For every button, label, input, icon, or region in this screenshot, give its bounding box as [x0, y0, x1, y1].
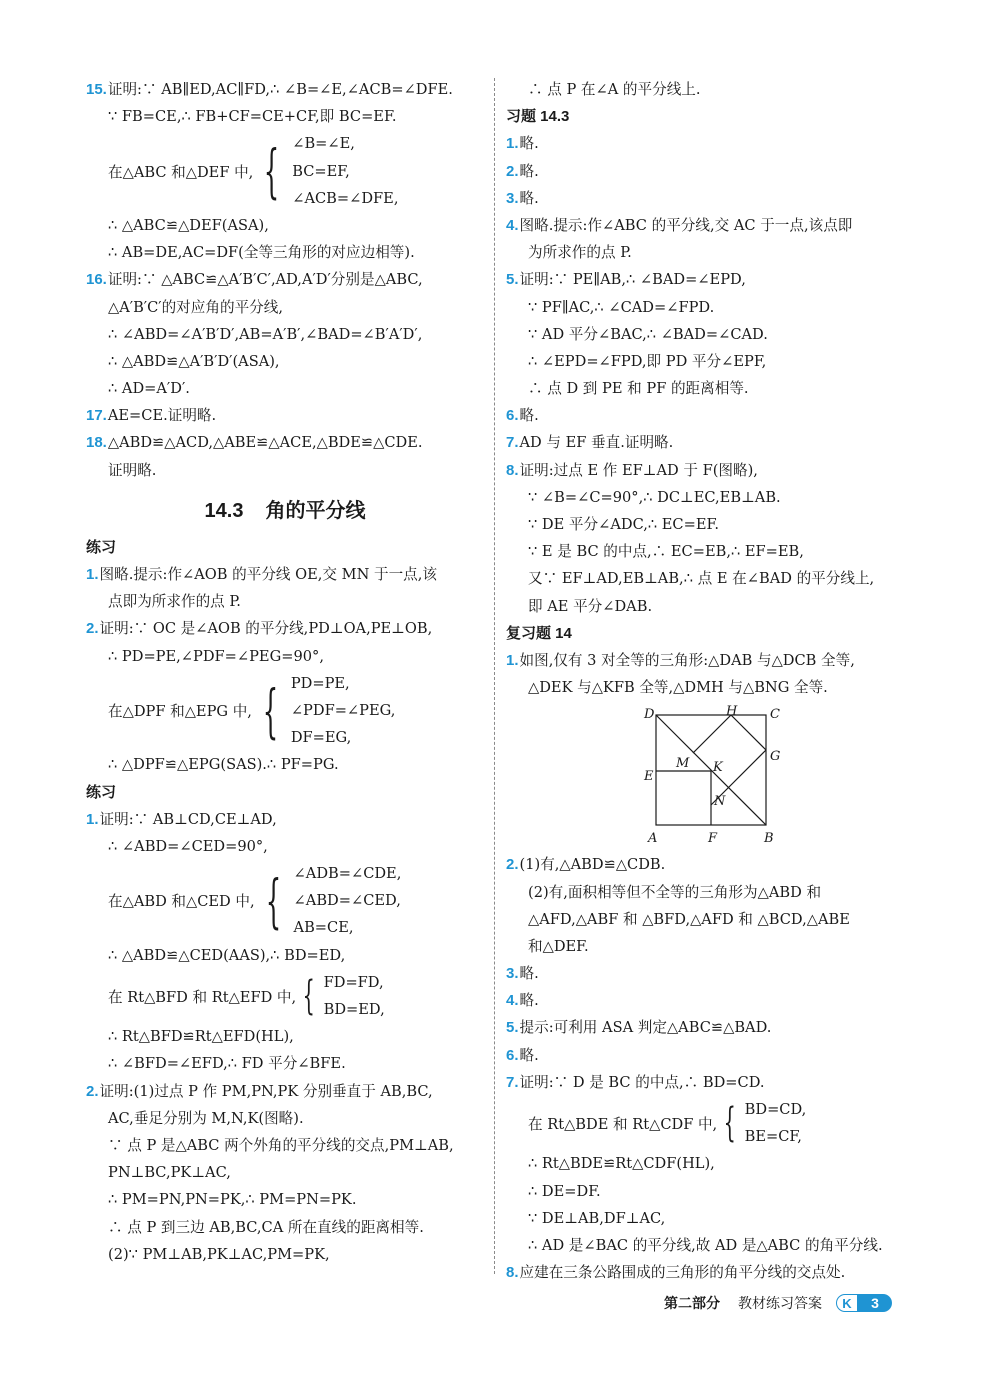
- exercise-heading: 练习: [86, 538, 117, 556]
- right-column: [506, 76, 910, 1286]
- problem-number: 2.: [506, 856, 519, 874]
- problem-number: 4.: [506, 216, 519, 234]
- ex1-q2-line1: [86, 615, 484, 642]
- xt-q6: [506, 402, 910, 429]
- k-logo-icon: K: [836, 1294, 858, 1312]
- label-k: K: [713, 760, 723, 776]
- p15-line3: ∴ △ABC≌△DEF(ASA),: [108, 216, 269, 234]
- system-row: ∠ADB=∠CDE,: [293, 865, 402, 883]
- fx-q1-line1: [506, 647, 910, 674]
- ex2-q2-line4: PN⊥BC,PK⊥AC,: [108, 1164, 231, 1182]
- text: 应建在三条公路围成的三角形的角平分线的交点处.: [519, 1264, 846, 1282]
- xt-q3: [506, 185, 910, 212]
- fx-q2-line3: △AFD,△ABF 和 △BFD,△AFD 和 △BCD,△ABE: [528, 910, 850, 928]
- ex1-q1-line1: [86, 561, 484, 588]
- ex2-q1-system: [86, 860, 484, 942]
- fx-q7-line2: ∴ Rt△BDE≌Rt△CDF(HL),: [528, 1155, 715, 1173]
- ex2-q2-line7: (2)∵ PM⊥AB,PK⊥AC,PM=PK,: [108, 1245, 330, 1263]
- xt-q5-line4: ∴ ∠EPD=∠FPD,即 PD 平分∠EPF,: [528, 352, 767, 370]
- ex1-q2-line3: ∴ △DPF≌△EPG(SAS).∴ PF=PG.: [108, 756, 339, 774]
- problem-number: 16.: [86, 271, 107, 289]
- text: 证明:过点 E 作 EF⊥AD 于 F(图略),: [519, 461, 758, 479]
- label-b: B: [764, 831, 774, 847]
- system-rows: [291, 670, 396, 752]
- section-number: 14.3: [204, 499, 244, 522]
- page-footer: [664, 1292, 892, 1314]
- system-rows: [324, 969, 385, 1023]
- system-row: ∠PDF=∠PEG,: [290, 701, 396, 719]
- problem-number: 1.: [506, 135, 519, 153]
- xt-q8-line5: 又∵ EF⊥AD,EB⊥AB,∴ 点 E 在∠BAD 的平分线上,: [528, 570, 875, 588]
- fx-q8: [506, 1259, 910, 1286]
- text: △ABD≌△ACD,△ABE≌△ACE,△BDE≌△CDE.: [107, 434, 423, 452]
- fx-q6: [506, 1042, 910, 1069]
- system-row: BD=CD,: [744, 1101, 807, 1118]
- footer-part: 第二部分: [664, 1295, 720, 1311]
- text: 图略.提示:作∠AOB 的平分线 OE,交 MN 于一点,该: [99, 566, 438, 583]
- text: 略.: [519, 162, 539, 180]
- text: AD 与 EF 垂直.证明略.: [519, 434, 674, 452]
- system-row: ∠ABD=∠CED,: [293, 892, 401, 910]
- problem-number: 18.: [86, 434, 107, 452]
- xt-q5-line3: ∵ AD 平分∠BAC,∴ ∠BAD=∠CAD.: [528, 325, 768, 343]
- p15-line2: ∵ FB=CE,∴ FB+CF=CE+CF,即 BC=EF.: [108, 108, 397, 126]
- problem-number: 17.: [86, 407, 107, 425]
- text: 略.: [519, 135, 539, 153]
- fx-q2-line4: 和△DEF.: [528, 937, 589, 955]
- segment-hm: [693, 715, 731, 753]
- exercise-heading: 习题 14.3: [506, 108, 570, 126]
- left-brace: {: [262, 676, 279, 745]
- ex2-q1-line2: ∴ ∠ABD=∠CED=90°,: [108, 837, 268, 855]
- ex1-q2-system: [86, 670, 484, 752]
- problem-number: 2.: [86, 620, 99, 638]
- problem-number: 15.: [86, 81, 107, 98]
- system-row: BD=ED,: [323, 1001, 385, 1018]
- text: 证明:∵ AB⊥CD,CE⊥AD,: [99, 810, 277, 828]
- system-row: DF=EG,: [290, 729, 352, 747]
- text: 略.: [519, 189, 539, 207]
- column-divider: [494, 78, 495, 1274]
- xt-q4-line2: 为所求作的点 P.: [528, 244, 632, 262]
- system-row: FD=FD,: [323, 973, 384, 991]
- left-column: [86, 76, 484, 1268]
- p18-line1: [86, 429, 484, 456]
- segment-hg: [731, 715, 766, 750]
- text: 证明:∵ D 是 BC 的中点,∴ BD=CD.: [519, 1073, 765, 1091]
- problem-number: 1.: [86, 566, 99, 583]
- problem-number: 5.: [506, 271, 519, 289]
- problem-number: 7.: [506, 434, 519, 452]
- text: AE=CE.证明略.: [107, 407, 217, 425]
- problem-number: 6.: [506, 407, 519, 425]
- p16-line4: ∴ △ABD≌△A′B′D′(ASA),: [108, 352, 280, 370]
- xt-q8-line6: 即 AE 平分∠DAB.: [528, 597, 653, 615]
- xt-q4-line1: [506, 212, 910, 239]
- system-prefix: 在△ABD 和△CED 中,: [108, 893, 255, 911]
- text: 证明:∵ AB∥ED,AC∥FD,∴ ∠B=∠E,∠ACB=∠DFE.: [107, 81, 453, 98]
- fx-q7-system: [506, 1096, 910, 1150]
- text: 略.: [519, 965, 539, 983]
- section-name: 角的平分线: [265, 499, 366, 522]
- label-d: D: [644, 707, 655, 723]
- fx-q2-line2: (2)有,面积相等但不全等的三角形为△ABD 和: [528, 883, 822, 901]
- section-title: [86, 484, 484, 534]
- xt-q5-line2: ∵ PF∥AC,∴ ∠CAD=∠FPD.: [528, 298, 715, 316]
- left-brace: {: [265, 866, 281, 935]
- system-prefix: 在 Rt△BDE 和 Rt△CDF 中,: [528, 1115, 718, 1133]
- p16-line5: ∴ AD=A′D′.: [108, 380, 190, 398]
- left-brace: {: [302, 973, 316, 1019]
- xt-q8-line3: ∵ DE 平分∠ADC,∴ EC=EF.: [528, 516, 719, 533]
- ex2-q1-line3: ∴ △ABD≌△CED(AAS),∴ BD=ED,: [108, 946, 346, 964]
- problem-number: 3.: [506, 189, 519, 207]
- text: (1)有,△ABD≌△CDB.: [519, 856, 666, 874]
- ex2-q1-line5: ∴ ∠BFD=∠EFD,∴ FD 平分∠BFE.: [108, 1055, 346, 1073]
- fx-q7-line5: ∴ AD 是∠BAC 的平分线,故 AD 是△ABC 的角平分线.: [528, 1236, 883, 1254]
- ex2-q2-line5: ∴ PM=PN,PN=PK,∴ PM=PN=PK.: [108, 1191, 357, 1209]
- square-figure: [506, 705, 910, 851]
- system-prefix: 在△ABC 和△DEF 中,: [108, 163, 254, 181]
- system-row: ∠B=∠E,: [292, 135, 355, 153]
- xt-q5-line1: [506, 266, 910, 293]
- text: 证明:∵ OC 是∠AOB 的平分线,PD⊥OA,PE⊥OB,: [99, 620, 433, 638]
- label-n: N: [714, 794, 726, 810]
- text: 略.: [519, 992, 539, 1010]
- xt-q2: [506, 158, 910, 185]
- fx-q7-line1: [506, 1069, 910, 1096]
- problem-number: 7.: [506, 1073, 519, 1091]
- system-row: ∠ACB=∠DFE,: [292, 189, 399, 207]
- text: 如图,仅有 3 对全等的三角形:△DAB 与△DCB 全等,: [519, 651, 855, 669]
- ex1-q2-line2: ∴ PD=PE,∠PDF=∠PEG=90°,: [108, 647, 324, 665]
- ex2-q2-line3: ∵ 点 P 是△ABC 两个外角的平分线的交点,PM⊥AB,: [108, 1136, 454, 1154]
- xt-q8-line4: ∵ E 是 BC 的中点,∴ EC=EB,∴ EF=EB,: [528, 543, 804, 561]
- text: 提示:可利用 ASA 判定△ABC≌△BAD.: [519, 1019, 772, 1037]
- fx-q3: [506, 960, 910, 987]
- ex2-q1-line4: ∴ Rt△BFD≌Rt△EFD(HL),: [108, 1028, 294, 1046]
- p17-line1: [86, 402, 484, 429]
- continuation-line: ∴ 点 P 在∠A 的平分线上.: [528, 81, 701, 98]
- p16-line2: △A′B′C′的对应角的平分线,: [108, 298, 283, 316]
- label-e: E: [644, 769, 654, 785]
- left-brace: {: [723, 1100, 737, 1147]
- text: 证明:∵ PE∥AB,∴ ∠BAD=∠EPD,: [519, 271, 746, 289]
- problem-number: 1.: [506, 651, 519, 669]
- p16-line1: [86, 266, 484, 293]
- left-brace: {: [264, 137, 280, 206]
- xt-q5-line5: ∴ 点 D 到 PE 和 PF 的距离相等.: [528, 380, 749, 398]
- footer-book-title: 教材练习答案: [738, 1295, 822, 1311]
- system-prefix: 在 Rt△BFD 和 Rt△EFD 中,: [108, 988, 297, 1006]
- exercise-heading: 练习: [86, 783, 117, 801]
- p15-line4: ∴ AB=DE,AC=DF(全等三角形的对应边相等).: [108, 244, 415, 262]
- text: 略.: [519, 407, 539, 425]
- xt-q8-line1: [506, 457, 910, 484]
- problem-number: 4.: [506, 992, 519, 1010]
- system-row: AB=CE,: [293, 919, 354, 937]
- problem-number: 1.: [86, 810, 99, 828]
- problem-number: 8.: [506, 1264, 519, 1282]
- problem-number: 3.: [506, 965, 519, 983]
- ex2-q1-line1: [86, 806, 484, 833]
- problem-number: 8.: [506, 461, 519, 479]
- review-heading: 复习题 14: [506, 624, 572, 642]
- p18-line2: 证明略.: [108, 461, 157, 479]
- fx-q7-line4: ∵ DE⊥AB,DF⊥AC,: [528, 1209, 666, 1227]
- ex2-q2-line2: AC,垂足分别为 M,N,K(图略).: [108, 1109, 304, 1127]
- fx-q1-line2: △DEK 与△KFB 全等,△DMH 与△BNG 全等.: [528, 679, 828, 697]
- fx-q5: [506, 1014, 910, 1041]
- xt-q7: [506, 429, 910, 456]
- text: 证明:∵ △ABC≌△A′B′C′,AD,A′D′分别是△ABC,: [107, 271, 423, 289]
- xt-q1: [506, 130, 910, 157]
- ex2-q2-line1: [86, 1078, 484, 1105]
- ex2-q1-system2: [86, 969, 484, 1023]
- label-g: G: [770, 749, 781, 765]
- ex2-q2-line6: ∴ 点 P 到三边 AB,BC,CA 所在直线的距离相等.: [108, 1218, 424, 1236]
- p15-line1: [86, 76, 484, 103]
- system-row: PD=PE,: [290, 674, 350, 692]
- label-a: A: [648, 831, 658, 847]
- xt-q8-line2: ∵ ∠B=∠C=90°,∴ DC⊥EC,EB⊥AB.: [528, 488, 781, 506]
- text: 图略.提示:作∠ABC 的平分线,交 AC 于一点,该点即: [519, 216, 853, 234]
- problem-number: 6.: [506, 1046, 519, 1064]
- geometry-diagram: [642, 705, 792, 851]
- p15-system: [86, 130, 484, 212]
- fx-q7-line3: ∴ DE=DF.: [528, 1182, 601, 1200]
- label-f: F: [708, 831, 718, 847]
- fx-q4: [506, 987, 910, 1014]
- system-prefix: 在△DPF 和△EPG 中,: [108, 703, 252, 721]
- problem-number: 2.: [86, 1082, 99, 1100]
- problem-number: 5.: [506, 1019, 519, 1037]
- system-rows: [745, 1096, 807, 1150]
- page-number: 3: [858, 1294, 892, 1312]
- system-row: BE=CF,: [744, 1128, 802, 1146]
- p16-line3: ∴ ∠ABD=∠A′B′D′,AB=A′B′,∠BAD=∠B′A′D′,: [108, 325, 423, 343]
- system-rows: [294, 860, 402, 942]
- problem-number: 2.: [506, 162, 519, 180]
- system-row: BC=EF,: [292, 162, 350, 180]
- ex1-q1-line2: 点即为所求作的点 P.: [108, 593, 241, 611]
- system-rows: [292, 130, 398, 212]
- text: 证明:(1)过点 P 作 PM,PN,PK 分别垂直于 AB,BC,: [99, 1082, 433, 1100]
- label-c: C: [770, 707, 780, 723]
- label-m: M: [676, 756, 690, 772]
- text: 略.: [519, 1046, 539, 1064]
- fx-q2-line1: [506, 851, 910, 878]
- label-h: H: [726, 705, 738, 720]
